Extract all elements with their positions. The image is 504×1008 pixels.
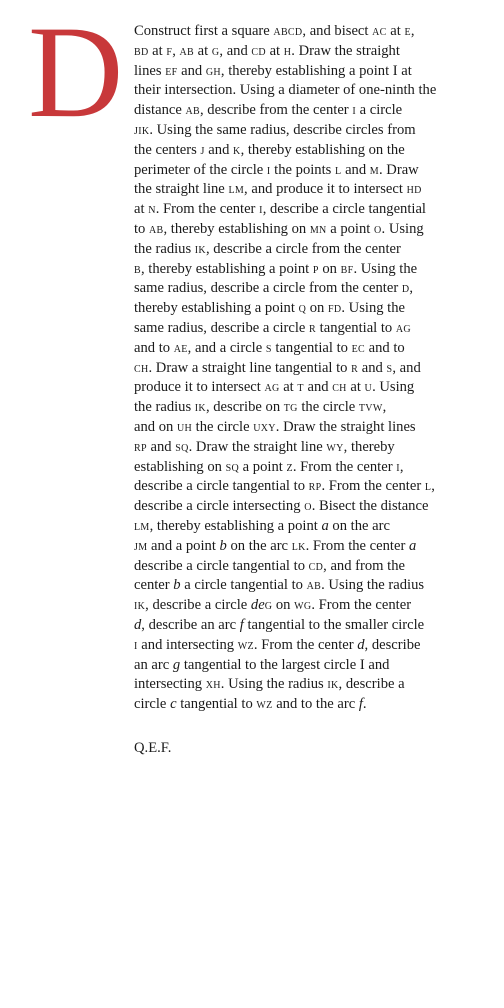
text-run: , describe a circle (145, 597, 251, 614)
small-caps-label: i (396, 458, 400, 475)
text-run: , (172, 42, 180, 59)
text-run: . From the center (155, 201, 260, 218)
text-line (134, 557, 480, 577)
small-caps-label: d (401, 280, 410, 297)
text-run: . Draw (379, 161, 419, 178)
text-line (134, 438, 480, 458)
text-line (134, 200, 480, 220)
small-caps-label: i (266, 161, 271, 178)
small-caps-label: ab (306, 577, 322, 594)
text-run: , describe an arc (141, 616, 240, 633)
text-run: and (204, 141, 234, 158)
text-run: to (134, 220, 149, 237)
small-caps-label: ab (149, 220, 164, 237)
small-caps-label: bf (340, 260, 354, 277)
text-run: , (431, 478, 435, 495)
text-run: tangential to (176, 696, 257, 713)
italic-label: g (172, 656, 181, 673)
small-caps-label: r (309, 319, 317, 336)
text-line (134, 616, 480, 636)
text-run: . From the center (311, 597, 412, 614)
text-run: . From the center (253, 636, 358, 653)
text-line (134, 319, 480, 339)
small-caps-label: xh (205, 676, 221, 693)
small-caps-label: j (200, 141, 205, 158)
small-caps-label: b (134, 260, 141, 277)
text-run: . From the center (305, 537, 409, 554)
text-run: , and a circle (187, 339, 266, 356)
text-line (134, 121, 480, 141)
small-caps-label: ef (165, 62, 178, 79)
text-run: at (279, 379, 298, 396)
text-run: . Using the same radius, describe circles from (149, 121, 416, 138)
text-line (134, 517, 480, 537)
small-caps-label: wz (237, 636, 254, 653)
text-line (134, 299, 480, 319)
small-caps-label: r (351, 359, 359, 376)
text-run: center (134, 577, 174, 594)
small-caps-label: g (211, 42, 220, 59)
text-run: . Using (372, 379, 415, 396)
text-run: the centers (134, 141, 201, 158)
italic-label: de (250, 597, 265, 614)
small-caps-label: hd (406, 181, 422, 198)
text-run: , thereby establishing a point (149, 517, 322, 534)
small-caps-label: lk (291, 537, 306, 554)
text-run: , and from the (323, 557, 406, 574)
small-caps-label: k (233, 141, 241, 158)
small-caps-label: p (312, 260, 319, 277)
small-caps-label: sq (175, 438, 189, 455)
small-caps-label: ae (173, 339, 188, 356)
small-caps-label: ch (332, 379, 347, 396)
text-run: at (134, 201, 149, 218)
text-run: and (341, 161, 370, 178)
text-run: , describe on (205, 399, 284, 416)
text-line (134, 418, 480, 438)
text-run: , thereby (343, 438, 395, 455)
small-caps-label: ik (134, 597, 146, 614)
text-line (134, 22, 480, 42)
italic-label: d (134, 616, 142, 633)
text-line (134, 458, 480, 478)
text-run: and to (134, 339, 174, 356)
text-line (134, 279, 480, 299)
small-caps-label: wz (256, 696, 273, 713)
text-run: at (386, 23, 405, 39)
italic-label: a (321, 517, 329, 534)
text-line (134, 141, 480, 161)
small-caps-label: wy (326, 438, 344, 455)
text-run: , describe (364, 636, 421, 653)
small-caps-label: gh (205, 62, 221, 79)
small-caps-label: ac (372, 23, 387, 39)
text-line (134, 398, 480, 418)
text-run: a point (239, 458, 287, 475)
text-line (134, 339, 480, 359)
small-caps-label: n (148, 201, 156, 218)
construction-paragraph (134, 22, 480, 715)
small-caps-label: jm (134, 537, 148, 554)
text-run: , thereby establishing on (163, 220, 310, 237)
small-caps-label: rp (134, 438, 147, 455)
text-run: , and bisect (302, 23, 373, 39)
text-run: , describe from the center (199, 102, 353, 119)
text-run: , (382, 399, 387, 416)
small-caps-label: i (259, 201, 263, 218)
small-caps-label: cd (308, 557, 324, 574)
text-line (134, 161, 480, 181)
text-line (134, 180, 480, 200)
text-line (134, 101, 480, 121)
small-caps-label: jik (134, 121, 150, 138)
text-run: thereby establishing a point (134, 300, 299, 317)
text-run: a point (326, 220, 374, 237)
text-run: produce it to intersect (134, 379, 265, 396)
text-run: . Using the (341, 300, 406, 317)
text-line (134, 62, 480, 82)
text-run: and (358, 359, 387, 376)
italic-label: f (358, 696, 363, 713)
small-caps-label: fd (327, 300, 342, 317)
text-run: the circle (297, 399, 359, 416)
small-caps-label: s (386, 359, 393, 376)
text-run: . From the center (292, 458, 397, 475)
small-caps-label: ik (194, 399, 206, 416)
small-caps-label: ik (327, 676, 339, 693)
text-run: same radius, describe a circle from the center (134, 280, 402, 297)
small-caps-label: u (364, 379, 373, 396)
text-run: . Using the (353, 260, 418, 277)
small-caps-label: l (335, 161, 342, 178)
text-run: the radius (134, 399, 195, 416)
small-caps-label: s (265, 339, 272, 356)
small-caps-label: tvw (358, 399, 383, 416)
text-run: intersecting (134, 676, 206, 693)
text-line (134, 636, 480, 656)
text-run: describe a circle tangential to (134, 478, 309, 495)
text-run: the radius (134, 240, 195, 257)
small-caps-label: mn (309, 220, 327, 237)
small-caps-label: rp (308, 478, 322, 495)
text-run: tangential to (316, 319, 396, 336)
text-run: and to the arc (272, 696, 359, 713)
text-run: , thereby establishing on the (240, 141, 405, 158)
text-run: , (399, 458, 404, 475)
small-caps-label: h (283, 42, 292, 59)
text-line (134, 240, 480, 260)
text-run: , and produce it to intersect (244, 181, 407, 198)
small-caps-label: ag (395, 319, 411, 336)
text-run: the points (270, 161, 335, 178)
small-caps-label: o (373, 220, 382, 237)
text-run: . Bisect the distance (311, 498, 429, 515)
text-run: . (362, 696, 367, 713)
text-run: lines (134, 62, 166, 79)
text-run: on (318, 260, 341, 277)
text-line (134, 378, 480, 398)
text-run: , (409, 280, 414, 297)
text-line (134, 260, 480, 280)
text-run: , and (219, 42, 252, 59)
small-caps-label: i (352, 102, 356, 119)
text-line (134, 675, 480, 695)
text-run: a circle tangential to (180, 577, 307, 594)
small-caps-label: ab (185, 102, 200, 119)
text-run: and on (134, 418, 177, 435)
italic-label: c (170, 696, 177, 713)
text-run: . From the center (321, 478, 425, 495)
small-caps-label: ab (179, 42, 195, 59)
small-caps-label: e (404, 23, 411, 39)
text-run: tangential to (271, 339, 352, 356)
small-caps-label: z (286, 458, 293, 475)
text-run: . Draw a straight line tangential to (148, 359, 352, 376)
text-run: distance (134, 102, 186, 119)
small-caps-label: wg (294, 597, 312, 614)
text-run: and (146, 438, 176, 455)
small-caps-label: ag (264, 379, 280, 396)
small-caps-label: o (304, 498, 312, 515)
text-line (134, 497, 480, 517)
text-line (134, 359, 480, 379)
text-line (134, 695, 480, 715)
text-run: on (272, 597, 295, 614)
text-run: tangential to the largest circle I and (180, 656, 390, 673)
text-run: on (306, 300, 328, 317)
text-run: . Using the radius (220, 676, 328, 693)
small-caps-label: l (424, 478, 432, 495)
text-run: at (148, 42, 167, 59)
text-run: and intersecting (137, 636, 238, 653)
text-line (134, 596, 480, 616)
text-run: . Using (381, 220, 424, 237)
small-caps-label: uxy (253, 418, 276, 435)
small-caps-label: lm (228, 181, 245, 198)
text-run: . Using the radius (321, 577, 425, 594)
small-caps-label: m (369, 161, 379, 178)
text-run: , (410, 23, 415, 39)
text-run: an arc (134, 656, 173, 673)
text-line (134, 477, 480, 497)
text-run: and a point (147, 537, 220, 554)
text-line (134, 656, 480, 676)
small-caps-label: g (264, 597, 273, 614)
text-run: and (303, 379, 333, 396)
italic-label: b (173, 577, 181, 594)
text-run: , and (392, 359, 421, 376)
small-caps-label: sq (225, 458, 240, 475)
italic-label: b (219, 537, 227, 554)
small-caps-label: cd (251, 42, 266, 59)
small-caps-label: q (298, 300, 307, 317)
small-caps-label: ik (194, 240, 206, 257)
text-run: , thereby establishing a point (140, 260, 313, 277)
drop-cap: D (28, 0, 124, 145)
text-run: tangential to the smaller circle (243, 616, 425, 633)
text-run: same radius, describe a circle (134, 319, 310, 336)
text-run: at (265, 42, 284, 59)
small-caps-label: tg (283, 399, 298, 416)
small-caps-label: lm (134, 517, 150, 534)
text-run: , thereby establishing a point I at (220, 62, 412, 79)
text-run: circle (134, 696, 171, 713)
text-run: the straight line (134, 181, 229, 198)
text-run: and (177, 62, 206, 79)
text-line (134, 576, 480, 596)
text-run: . Draw the straight lines (275, 418, 416, 435)
text-run: establishing on (134, 458, 226, 475)
text-line (134, 81, 480, 101)
text-run: a circle (355, 102, 403, 119)
text-line (134, 42, 480, 62)
text-run: describe a circle tangential to (134, 557, 309, 574)
qef-closing: Q.E.F. (134, 740, 172, 756)
text-run: , describe a circle tangential (262, 201, 426, 218)
text-run: , describe a circle from the center (205, 240, 401, 257)
text-run: their intersection. Using a diameter of one-ninth the (134, 82, 437, 99)
text-run: . Draw the straight line (188, 438, 327, 455)
italic-label: a (408, 537, 417, 554)
text-run: at (346, 379, 365, 396)
small-caps-label: uh (176, 418, 193, 435)
small-caps-label: ch (134, 359, 149, 376)
text-run: . Draw the straight (291, 42, 400, 59)
text-run: , describe a (338, 676, 405, 693)
small-caps-label: f (166, 42, 173, 59)
small-caps-label: t (297, 379, 304, 396)
text-line (134, 537, 480, 557)
text-run: the circle (192, 418, 254, 435)
text-run: at (194, 42, 212, 59)
text-run: perimeter of the circle (134, 161, 267, 178)
text-run: and to (364, 339, 405, 356)
text-run: Construct first a square (134, 23, 274, 39)
text-run: on the arc (328, 517, 390, 534)
small-caps-label: i (134, 636, 138, 653)
text-run: on the arc (226, 537, 292, 554)
small-caps-label: ec (351, 339, 365, 356)
italic-label: d (357, 636, 365, 653)
italic-label: f (239, 616, 244, 633)
small-caps-label: bd (134, 42, 149, 59)
text-line (134, 220, 480, 240)
small-caps-label: abcd (273, 23, 303, 39)
text-run: describe a circle intersecting (134, 498, 305, 515)
